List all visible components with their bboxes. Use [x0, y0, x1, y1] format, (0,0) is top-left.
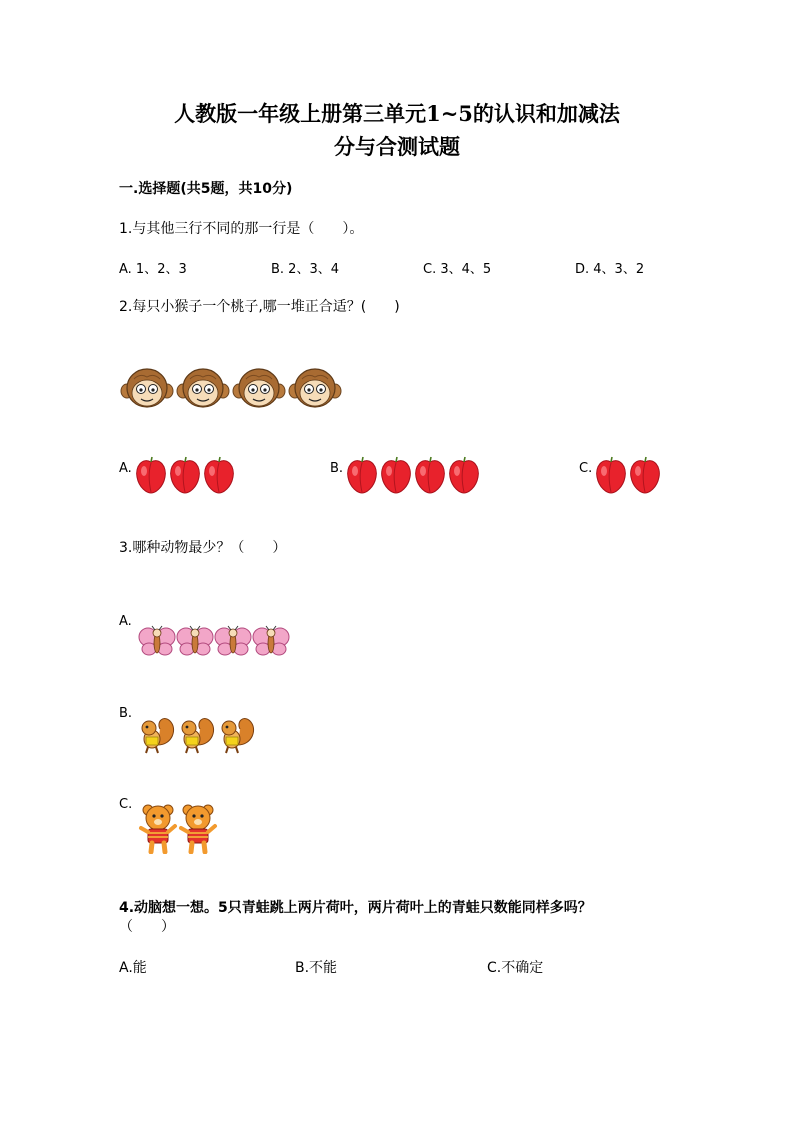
- monkey-face-icon: [288, 367, 342, 409]
- peach-group: [594, 455, 662, 495]
- question-4-option-c[interactable]: C.不确定: [487, 960, 544, 976]
- peach-icon: [628, 455, 662, 495]
- question-3-option-c-label[interactable]: C.: [119, 797, 133, 812]
- bear-group: [138, 802, 218, 854]
- question-4-blank: （ ）: [119, 919, 175, 935]
- monkey-row: [120, 367, 344, 409]
- peach-icon: [447, 455, 481, 495]
- monkey-face-icon: [232, 367, 286, 409]
- question-2-option-a[interactable]: [119, 455, 236, 495]
- question-3-option-a-label[interactable]: A.: [119, 614, 132, 629]
- option-label: B.: [330, 460, 344, 476]
- bear-icon: [138, 802, 178, 854]
- question-4-stem: 4.动脑想一想。5只青蛙跳上两片荷叶，两片荷叶上的青蛙只数能同样多吗？: [119, 900, 592, 916]
- peach-icon: [168, 455, 202, 495]
- peach-icon: [134, 455, 168, 495]
- question-1-option-d[interactable]: D. 4、3、2: [575, 262, 645, 277]
- peach-icon: [345, 455, 379, 495]
- butterfly-icon: [176, 625, 214, 659]
- butterfly-icon: [252, 625, 290, 659]
- monkey-face-icon: [176, 367, 230, 409]
- question-4-option-b[interactable]: B.不能: [295, 960, 338, 976]
- peach-icon: [379, 455, 413, 495]
- question-1-option-b[interactable]: B. 2、3、4: [271, 262, 339, 277]
- section-heading: 一.选择题(共5题，共10分): [119, 181, 293, 197]
- butterfly-icon: [214, 625, 252, 659]
- peach-icon: [413, 455, 447, 495]
- question-2-option-c[interactable]: [579, 455, 662, 495]
- squirrel-icon: [218, 715, 258, 755]
- question-1-stem: 1.与其他三行不同的那一行是（ ）。: [119, 221, 364, 237]
- peach-group: [134, 455, 236, 495]
- page-title: 人教版一年级上册第三单元1~5的认识和加减法: [174, 101, 620, 126]
- butterfly-icon: [138, 625, 176, 659]
- question-2-option-b[interactable]: [330, 455, 481, 495]
- question-3-option-b-label[interactable]: B.: [119, 706, 133, 721]
- page-subtitle: 分与合测试题: [334, 134, 460, 159]
- squirrel-group: [138, 715, 258, 755]
- butterfly-group: [138, 625, 290, 659]
- option-label: A.: [119, 460, 132, 476]
- squirrel-icon: [138, 715, 178, 755]
- question-3-stem: 3.哪种动物最少？（ ）: [119, 540, 287, 556]
- monkey-face-icon: [120, 367, 174, 409]
- squirrel-icon: [178, 715, 218, 755]
- peach-group: [345, 455, 481, 495]
- question-4-option-a[interactable]: A.能: [119, 960, 147, 976]
- question-1-option-a[interactable]: A. 1、2、3: [119, 262, 187, 277]
- question-2-stem: 2.每只小猴子一个桃子,哪一堆正合适？( ): [119, 299, 400, 315]
- peach-icon: [202, 455, 236, 495]
- option-label: C.: [579, 460, 593, 476]
- question-1-option-c[interactable]: C. 3、4、5: [423, 262, 492, 277]
- peach-icon: [594, 455, 628, 495]
- bear-icon: [178, 802, 218, 854]
